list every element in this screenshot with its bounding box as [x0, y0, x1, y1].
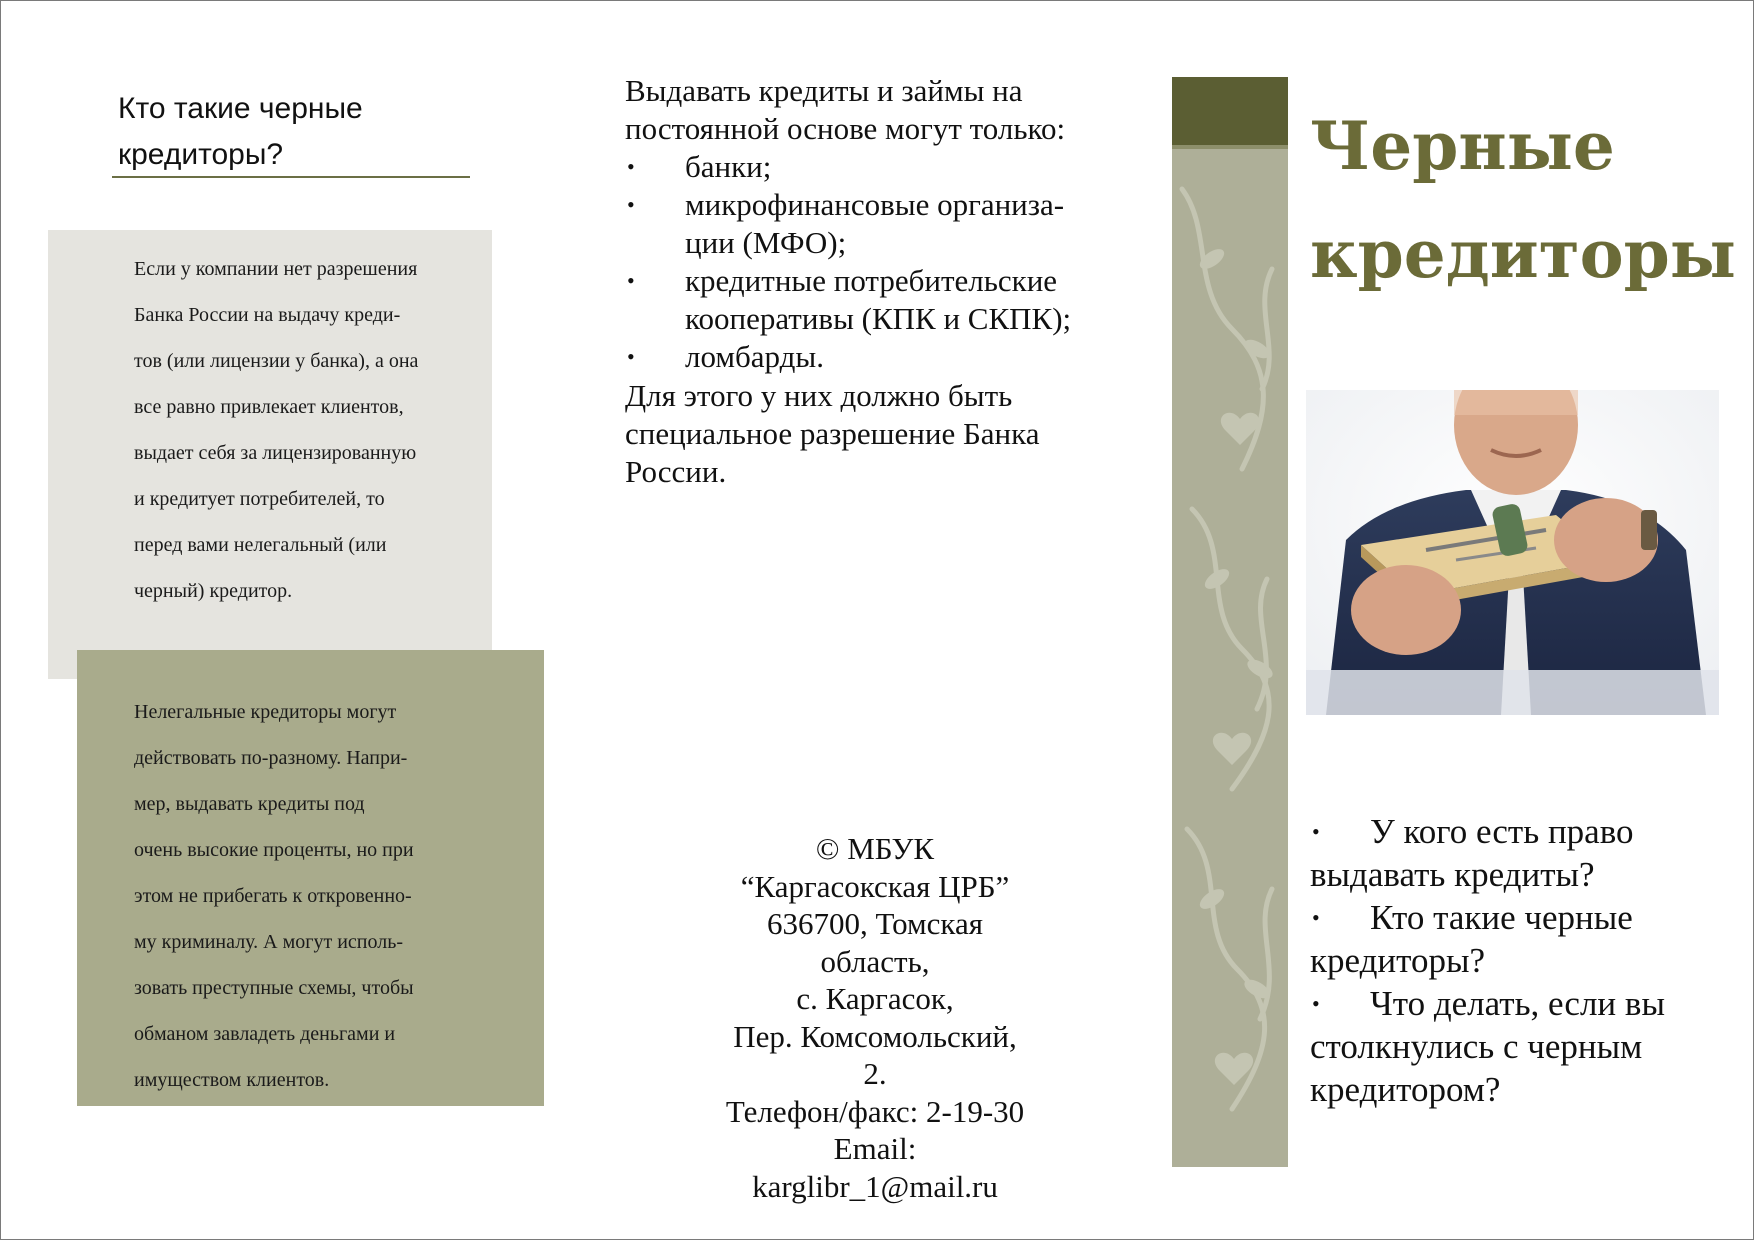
contact-block [690, 830, 1060, 1205]
lenders-intro-text: Выдавать кредиты и займы на постоянной основе могут только: [625, 73, 1066, 146]
light-box-text: Если у компании нет разрешения Банка России на выдачу креди- тов (или лицензии у банка), а она все равно привлекает клиентов, выдает себя за лицензированную и кредитует потребителей, то перед вами нелегальный (или черный) кредитор. [134, 258, 419, 602]
list-item [1310, 810, 1730, 896]
brochure-topics-list [1310, 810, 1730, 1111]
contact-line: 636700, Томская [766, 906, 983, 941]
contact-phone: Телефон/факс: 2-19-30 [725, 1093, 1025, 1129]
decorative-column [1172, 77, 1288, 1167]
heading-underline [112, 176, 470, 178]
decorative-column-header [1172, 77, 1288, 145]
contact-line: с. Каргасок, [796, 981, 954, 1016]
list-item [625, 262, 1125, 338]
floral-pattern-icon [1172, 149, 1288, 1167]
contact-email: karglibr_1@mail.ru [752, 1168, 998, 1204]
list-item-text: микрофинансовые организа- ции (МФО); [685, 187, 1065, 260]
topic-text: Что делать, если вы столкнулись с черным кредитором? [1310, 984, 1665, 1109]
list-item [1310, 896, 1730, 982]
bullet-icon: • [1312, 905, 1320, 930]
list-item [1310, 982, 1730, 1111]
license-note-text: Для этого у них должно быть специальное разрешение Банка России. [625, 378, 1040, 489]
list-item [625, 338, 1125, 376]
list-item-text: банки; [685, 149, 772, 184]
list-item-text: ломбарды. [685, 339, 824, 374]
bullet-icon: • [1312, 819, 1320, 844]
list-item [625, 148, 1125, 186]
contact-email-label: Email: [833, 1131, 917, 1166]
contact-line: 2. [863, 1056, 887, 1091]
dark-box-text: Нелегальные кредиторы могут действовать по-разному. Напри- мер, выдавать кредиты под очень высокие проценты, но при этом не прибегать к откровенно- му криминалу. А могут исполь- зовать преступные схемы, чтобы обманом завладеть деньгами и имуществом клиентов. [134, 701, 414, 1091]
man-with-mousetrap-photo [1306, 390, 1719, 715]
contact-line: © МБУК [815, 831, 935, 866]
bullet-icon: • [627, 268, 635, 293]
contact-line: “Каргасокская ЦРБ” [740, 868, 1010, 904]
bullet-icon: • [627, 344, 635, 369]
bullet-icon: • [627, 192, 635, 217]
contact-line: область, [820, 943, 930, 979]
list-item-text: кредитные потребительские кооперативы (КПК и СКПК); [685, 263, 1072, 336]
bullet-icon: • [1312, 991, 1320, 1016]
topic-text: Кто такие черные кредиторы? [1310, 898, 1633, 980]
list-item [625, 186, 1125, 262]
brochure-title: Черные кредиторы [1310, 107, 1736, 293]
lenders-list [625, 148, 1125, 376]
topic-text: У кого есть право выдавать кредиты? [1310, 812, 1634, 894]
left-panel-heading: Кто такие черные кредиторы? [118, 92, 363, 171]
bullet-icon: • [627, 154, 635, 179]
contact-line: Пер. Комсомольский, [733, 1018, 1017, 1054]
